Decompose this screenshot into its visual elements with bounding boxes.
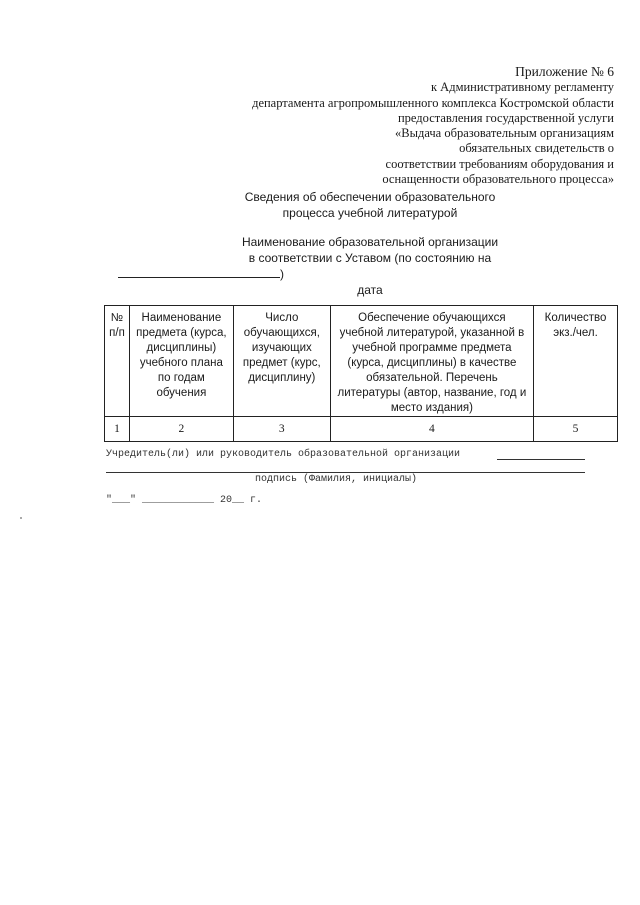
founder-blank-line — [497, 459, 585, 460]
table-cell: 3 — [233, 417, 330, 442]
annex-block — [252, 64, 614, 187]
signature-line — [106, 472, 585, 473]
table-cell: 5 — [534, 417, 618, 442]
literature-table — [104, 305, 618, 442]
closing-paren: ) — [280, 267, 284, 281]
date-blank-line — [118, 266, 280, 278]
header-literature: Обеспечение обучающихся учебной литературой, указанной в учебной программе предмета (курса, дисциплины) в качестве обязательной. Перечень литературы (автор, название, год и место издания) — [330, 306, 533, 417]
annex-line: предоставления государственной услуги — [397, 110, 614, 125]
annex-line: к Административному регламенту — [430, 80, 614, 95]
founder-label: Учредитель(ли) или руководитель образовательной организации — [106, 449, 461, 460]
org-line: Наименование образовательной организации — [241, 235, 499, 249]
table-row — [105, 417, 618, 442]
annex-line: соответствии требованиям оборудования и — [385, 156, 614, 171]
header-students: Число обучающихся, изучающих предмет (курс, дисциплину) — [233, 306, 330, 417]
scan-speck — [20, 517, 22, 519]
document-heading — [0, 189, 640, 221]
table-cell: 1 — [105, 417, 130, 442]
date-label: дата — [357, 283, 383, 297]
heading-line: процесса учебной литературой — [282, 206, 458, 220]
table-header-row — [105, 306, 618, 417]
header-subject: Наименование предмета (курса, дисциплины) учебного плана по годам обучения — [129, 306, 233, 417]
signature-hint: подпись (Фамилия, инициалы) — [255, 474, 418, 485]
annex-line: обязательных свидетельств о — [459, 141, 614, 156]
annex-line: «Выдача образовательным организациям — [395, 126, 614, 141]
date-blank-row — [0, 266, 640, 282]
organization-name-block — [0, 234, 640, 298]
table-cell: 4 — [330, 417, 533, 442]
org-line: в соответствии с Уставом (по состоянию на — [248, 251, 492, 265]
date-line: "___" ____________ 20__ г. — [106, 495, 263, 506]
heading-line: Сведения об обеспечении образовательного — [244, 190, 496, 204]
table-cell: 2 — [129, 417, 233, 442]
header-number: № п/п — [105, 306, 130, 417]
header-quantity: Количество экз./чел. — [534, 306, 618, 417]
annex-title: Приложение № 6 — [515, 64, 614, 79]
annex-line: департамента агропромышленного комплекса Костромской области — [252, 95, 614, 110]
annex-line: оснащенности образовательного процесса» — [382, 172, 614, 187]
